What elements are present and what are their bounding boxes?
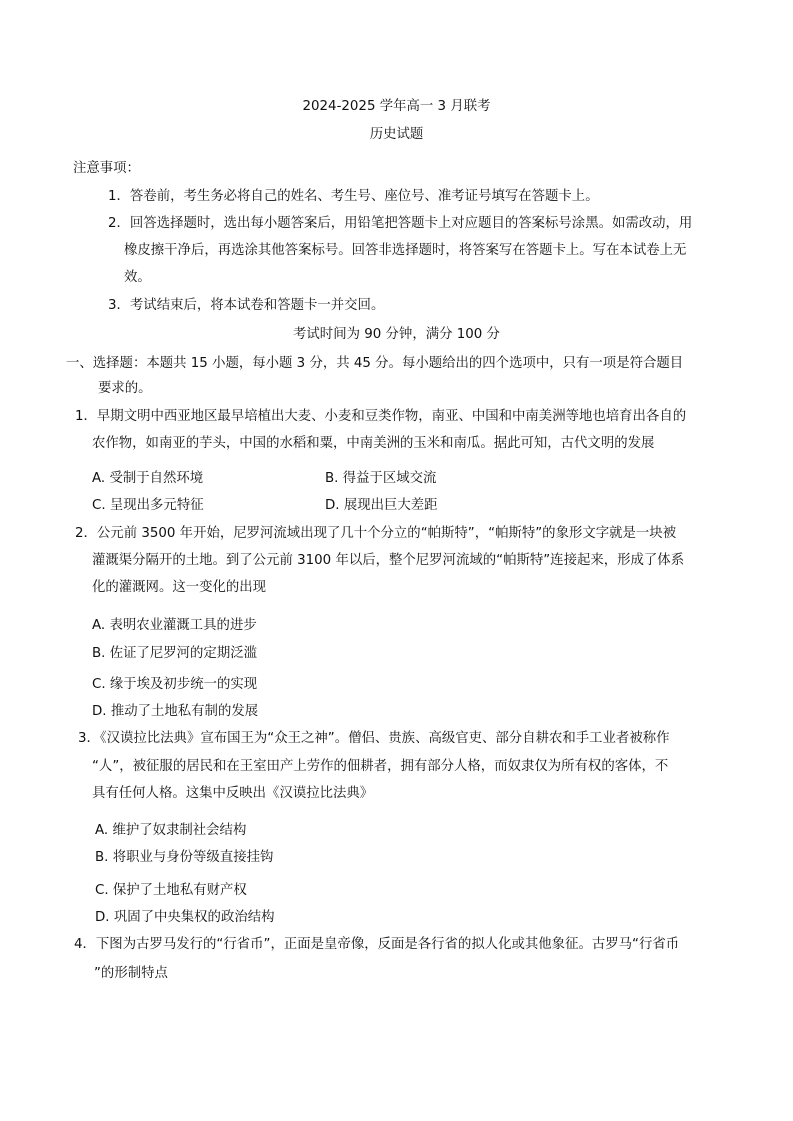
option-d: D. 巩固了中央集权的政治结构 <box>95 910 275 925</box>
question-stem: 1．早期文明中西亚地区最早培植出大麦、小麦和豆类作物，南亚、中国和中南美洲等地也培育出各自的 <box>75 409 687 424</box>
option-a: A. 维护了奴隶制社会结构 <box>95 823 247 838</box>
question-stem-continued: 具有任何人格。这集中反映出《汉谟拉比法典》 <box>92 786 374 801</box>
notice-item: 3．考试结束后，将本试卷和答题卡一并交回。 <box>108 298 385 313</box>
option-a: A. 表明农业灌溉工具的进步 <box>92 618 257 633</box>
exam-title: 2024-2025 学年高一 3 月联考 <box>302 99 491 114</box>
notice-item: 2．回答选择题时，选出每小题答案后，用铅笔把答题卡上对应题目的答案标号涂黑。如需改动，用 <box>108 216 693 231</box>
option-a: A. 受制于自然环境 <box>92 471 204 486</box>
section-heading-continued: 要求的。 <box>98 381 152 396</box>
question-stem: 2．公元前 3500 年开始，尼罗河流域出现了几十个分立的“帕斯特”，“帕斯特”的象形文字就是一块被 <box>75 526 677 541</box>
question-stem-continued: ”的形制特点 <box>94 966 168 981</box>
option-b: B. 佐证了尼罗河的定期泛滥 <box>92 646 257 661</box>
notice-item: 1．答卷前，考生务必将自己的姓名、考生号、座位号、准考证号填写在答题卡上。 <box>108 189 599 204</box>
question-stem-continued: 化的灌溉网。这一变化的出现 <box>92 580 267 595</box>
option-c: C. 保护了土地私有财产权 <box>95 883 247 898</box>
question-stem-continued: 灌溉渠分隔开的土地。到了公元前 3100 年以后，整个尼罗河流域的“帕斯特”连接起来，形成了体系 <box>92 553 685 568</box>
exam-time-note: 考试时间为 90 分钟，满分 100 分 <box>293 327 500 342</box>
option-d: D. 推动了土地私有制的发展 <box>92 704 259 719</box>
option-b: B. 得益于区域交流 <box>325 471 437 486</box>
notice-item-continued: 橡皮擦干净后，再选涂其他答案标号。回答非选择题时，将答案写在答题卡上。写在本试卷上无 <box>124 243 687 258</box>
question-stem: 4．下图为古罗马发行的“行省币”，正面是皇帝像，反面是各行省的拟人化或其他象征。古罗马“行省币 <box>74 937 680 952</box>
option-c: C. 呈现出多元特征 <box>92 498 204 513</box>
option-b: B. 将职业与身份等级直接挂钩 <box>95 850 274 865</box>
question-stem-continued: “人”，被征服的居民和在王室田产上劳作的佃耕者，拥有部分人格，而奴隶仅为所有权的客体，不 <box>92 759 669 774</box>
section-heading: 一、选择题：本题共 15 小题，每小题 3 分，共 45 分。每小题给出的四个选项中，只有一项是符合题目 <box>66 356 684 371</box>
question-stem: 3．《汉谟拉比法典》宣布国王为“众王之神”。僧侣、贵族、高级官吏、部分自耕农和手工业者被称作 <box>78 731 670 746</box>
option-d: D. 展现出巨大差距 <box>325 498 438 513</box>
notice-item-continued: 效。 <box>124 270 151 285</box>
notice-heading: 注意事项： <box>73 161 140 176</box>
exam-subject: 历史试题 <box>369 127 424 142</box>
question-stem-continued: 农作物，如南亚的芋头，中国的水稻和粟，中南美洲的玉米和南瓜。据此可知，古代文明的发展 <box>92 436 655 451</box>
option-c: C. 缘于埃及初步统一的实现 <box>92 677 258 692</box>
